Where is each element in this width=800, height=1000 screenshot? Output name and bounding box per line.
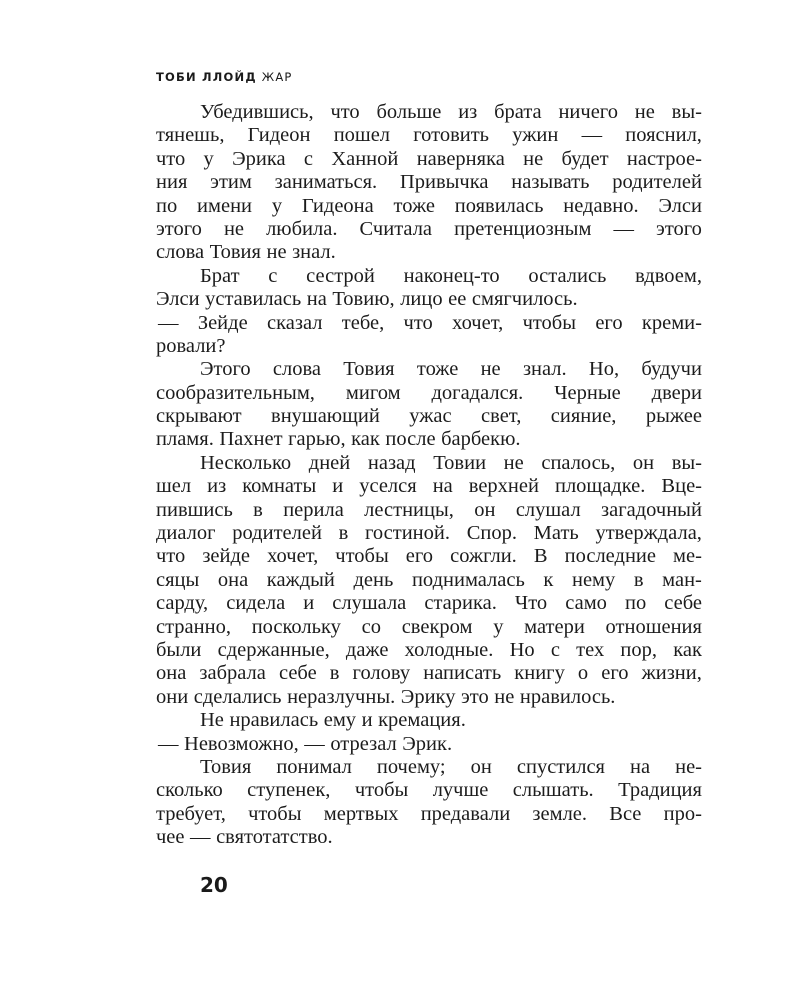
text-line: странно, поскольку со свекром у матери отношения (156, 615, 702, 638)
text-line: она забрала себе в голову написать книгу о его жизни, (156, 662, 702, 685)
text-line: шел из комнаты и уселся на верхней площадке. Вце- (156, 475, 702, 498)
text-line: Не нравилась ему и кремация. (200, 709, 466, 732)
text-line: пламя. Пахнет гарью, как после барбекю. (156, 428, 521, 451)
text-line: сколько ступенек, чтобы лучше слышать. Традиция (156, 779, 702, 802)
text-line: сообразительным, мигом догадался. Черные двери (156, 381, 702, 404)
running-head (156, 70, 293, 84)
text-line: были сдержанные, даже холодные. Но с тех пор, как (156, 638, 702, 661)
text-line: пившись в перила лестницы, он слушал загадочный (156, 498, 702, 521)
page-number: 20 (200, 873, 228, 897)
text-line: что у Эрика с Ханной наверняка не будет настрое- (156, 147, 702, 170)
text-line: что зейде хочет, чтобы его сожгли. В последние ме- (156, 545, 702, 568)
text-line: — Зейде сказал тебе, что хочет, чтобы его креми- (158, 311, 702, 334)
text-line: сарду, сидела и слушала старика. Что само по себе (156, 592, 702, 615)
text-line: — Невозможно, — отрезал Эрик. (158, 732, 453, 755)
text-line: Этого слова Товия тоже не знал. Но, будучи (200, 358, 702, 381)
text-line: Убедившись, что больше из брата ничего не вы- (200, 101, 702, 123)
text-line: ровали? (156, 334, 226, 357)
text-line: они сделались неразлучны. Эрику это не нравилось. (156, 685, 616, 708)
body-text (156, 101, 702, 850)
text-line: чее — святотатство. (156, 826, 333, 849)
text-line: тянешь, Гидеон пошел готовить ужин — пояснил, (156, 124, 702, 147)
text-line: слова Товия не знал. (156, 241, 336, 264)
text-line: Брат с сестрой наконец-то остались вдвоем, (200, 264, 702, 287)
text-line: этого не любила. Считала претенциозным — этого (156, 217, 702, 240)
text-line: ния этим заниматься. Привычка называть родителей (156, 171, 702, 194)
running-head-author: ТОБИ ЛЛОЙД (156, 70, 257, 84)
text-line: Элси уставилась на Товию, лицо ее смягчилось. (156, 288, 578, 311)
text-line: по имени у Гидеона тоже появилась недавно. Элси (156, 194, 702, 217)
text-line: требует, чтобы мертвых предавали земле. Все про- (156, 802, 702, 825)
text-line: скрывают внушающий ужас свет, сияние, рыжее (156, 405, 702, 428)
text-line: сяцы она каждый день поднималась к нему в ман- (156, 568, 702, 591)
text-line: Несколько дней назад Товии не спалось, он вы- (200, 451, 702, 474)
text-line: диалог родителей в гостиной. Спор. Мать утверждала, (156, 522, 702, 545)
running-head-title: ЖАР (261, 70, 293, 84)
text-line: Товия понимал почему; он спустился на не- (200, 755, 702, 778)
